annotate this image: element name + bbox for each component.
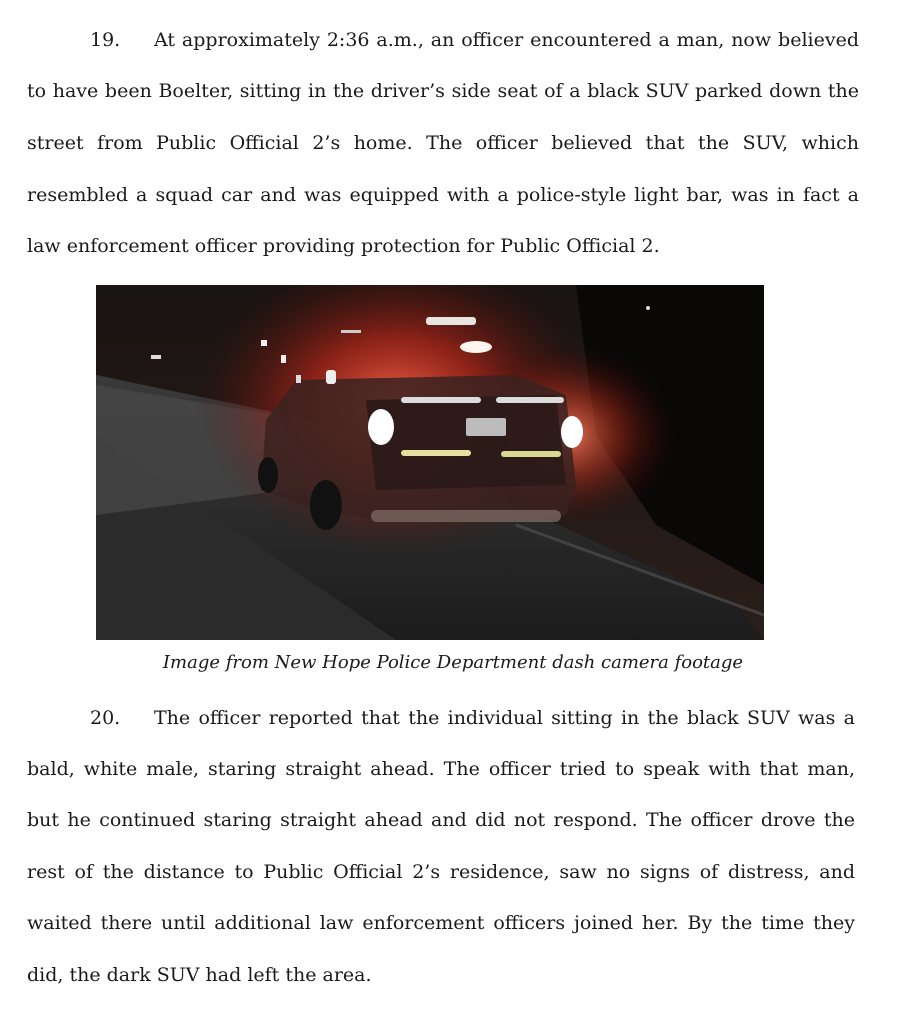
paragraph-19-line-5: law enforcement officer providing protection for Public Official 2. bbox=[27, 235, 660, 257]
paragraph-19-line-3: street from Public Official 2’s home. The officer believed that the SUV, which bbox=[27, 132, 859, 154]
paragraph-20-line-3: but he continued staring straight ahead and did not respond. The officer drove the bbox=[27, 809, 855, 831]
paragraph-20-line-4: rest of the distance to Public Official 2’s residence, saw no signs of distress, and bbox=[27, 861, 855, 883]
paragraph-19-line-4: resembled a squad car and was equipped with a police-style light bar, was in fact a bbox=[27, 184, 859, 206]
paragraph-19-line-1: 19. At approximately 2:36 a.m., an officer encountered a man, now believed bbox=[90, 29, 859, 51]
paragraph-number-20: 20. bbox=[90, 707, 121, 729]
paragraph-20-line-5: waited there until additional law enforcement officers joined her. By the time they bbox=[27, 912, 855, 934]
paragraph-number-19: 19. bbox=[90, 29, 121, 51]
paragraph-20-line-1: 20. The officer reported that the individual sitting in the black SUV was a bbox=[90, 707, 855, 729]
dash-camera-image bbox=[96, 285, 764, 640]
paragraph-20-line-6: did, the dark SUV had left the area. bbox=[27, 964, 372, 986]
paragraph-19-line-2: to have been Boelter, sitting in the driver’s side seat of a black SUV parked down the bbox=[27, 80, 859, 102]
figure-caption: Image from New Hope Police Department dash camera footage bbox=[162, 652, 744, 673]
paragraph-20-line-2: bald, white male, staring straight ahead. The officer tried to speak with that man, bbox=[27, 758, 855, 780]
